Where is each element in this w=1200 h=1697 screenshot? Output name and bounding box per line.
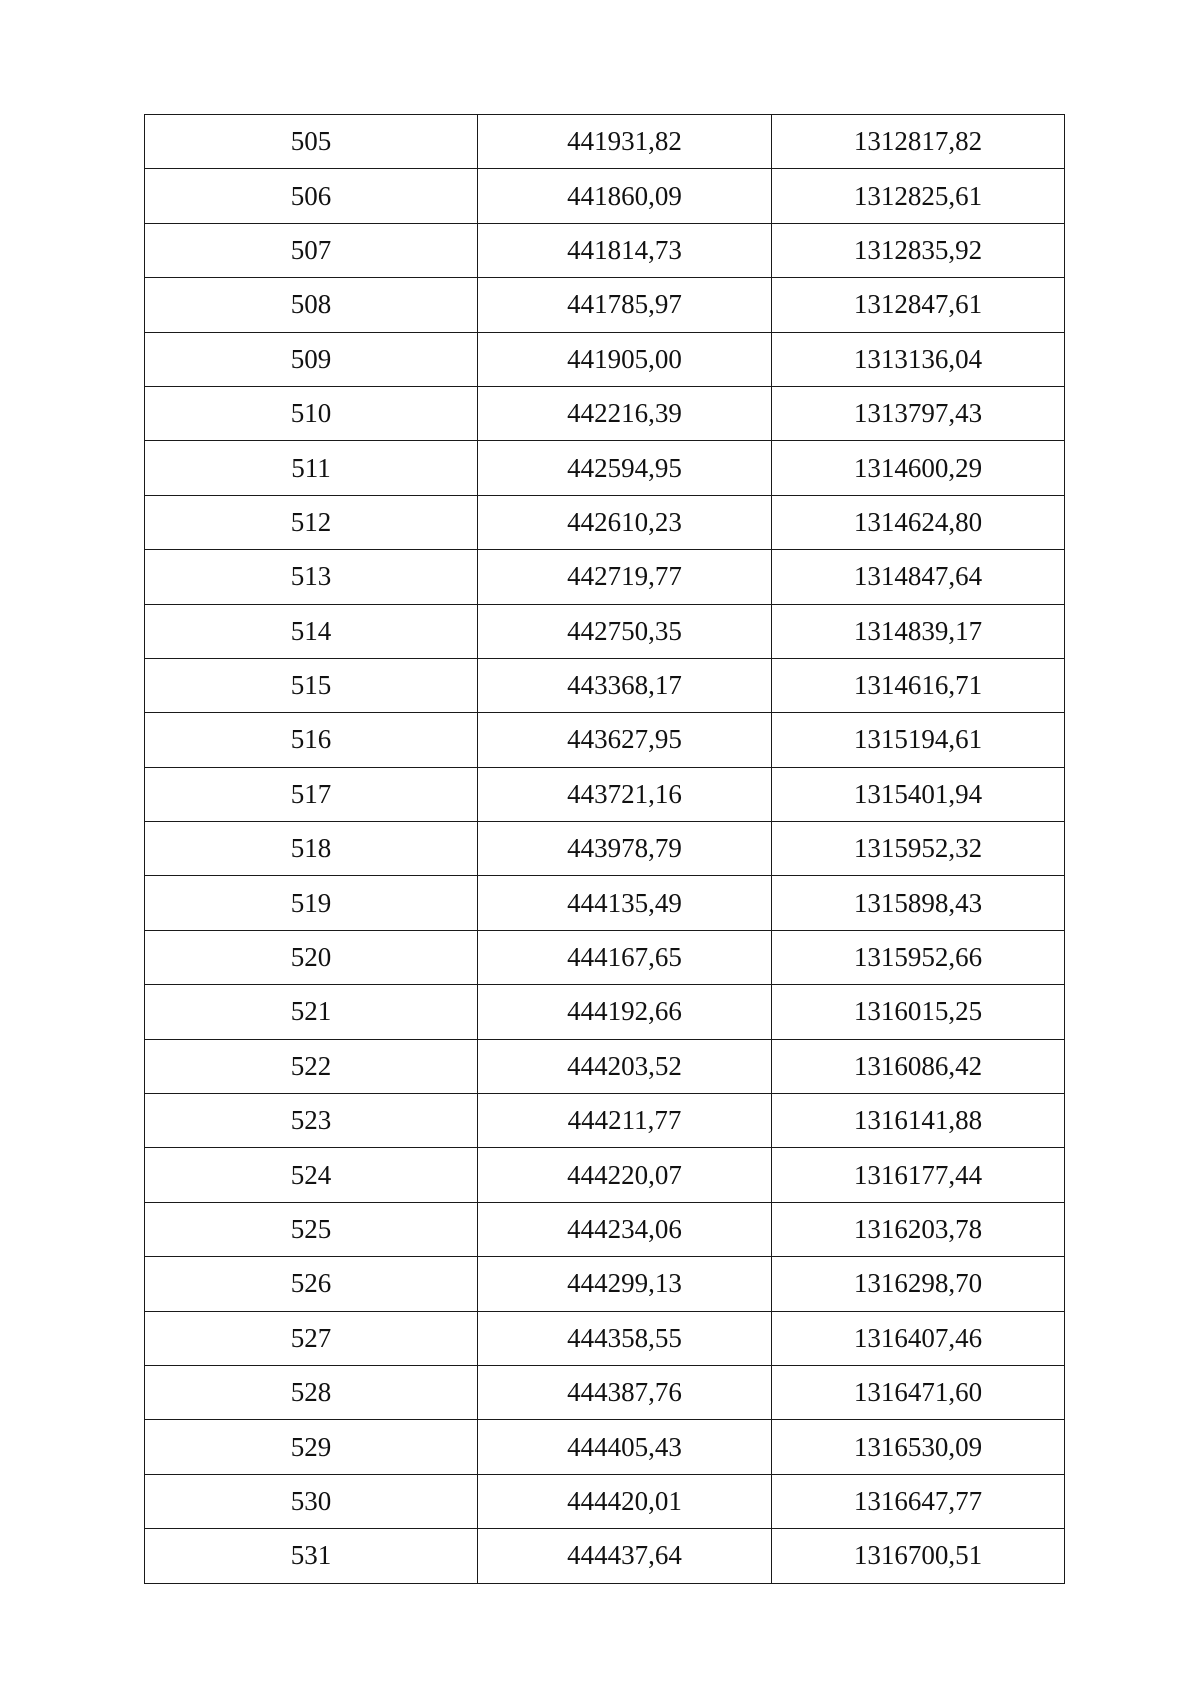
point-number-cell: 526 (145, 1257, 478, 1311)
x-coordinate-cell: 443721,16 (478, 767, 772, 821)
y-coordinate-cell: 1316530,09 (772, 1420, 1065, 1474)
y-coordinate-cell: 1316471,60 (772, 1365, 1065, 1419)
x-coordinate-cell: 442594,95 (478, 441, 772, 495)
y-coordinate-cell: 1315401,94 (772, 767, 1065, 821)
x-coordinate-cell: 441814,73 (478, 223, 772, 277)
x-coordinate-cell: 444437,64 (478, 1529, 772, 1583)
point-number-cell: 507 (145, 223, 478, 277)
y-coordinate-cell: 1315952,66 (772, 930, 1065, 984)
y-coordinate-cell: 1314600,29 (772, 441, 1065, 495)
y-coordinate-cell: 1315898,43 (772, 876, 1065, 930)
coordinates-table-body (145, 115, 1065, 1584)
point-number-cell: 508 (145, 278, 478, 332)
coordinates-table (144, 114, 1065, 1584)
table-row (145, 876, 1065, 930)
y-coordinate-cell: 1316298,70 (772, 1257, 1065, 1311)
table-row (145, 985, 1065, 1039)
x-coordinate-cell: 444420,01 (478, 1474, 772, 1528)
table-row (145, 767, 1065, 821)
table-row (145, 495, 1065, 549)
point-number-cell: 527 (145, 1311, 478, 1365)
table-row (145, 223, 1065, 277)
x-coordinate-cell: 444203,52 (478, 1039, 772, 1093)
y-coordinate-cell: 1315194,61 (772, 713, 1065, 767)
table-row (145, 1311, 1065, 1365)
y-coordinate-cell: 1312825,61 (772, 169, 1065, 223)
table-row (145, 1474, 1065, 1528)
x-coordinate-cell: 444167,65 (478, 930, 772, 984)
x-coordinate-cell: 444220,07 (478, 1148, 772, 1202)
y-coordinate-cell: 1316407,46 (772, 1311, 1065, 1365)
x-coordinate-cell: 442750,35 (478, 604, 772, 658)
table-row (145, 550, 1065, 604)
y-coordinate-cell: 1315952,32 (772, 822, 1065, 876)
y-coordinate-cell: 1316141,88 (772, 1094, 1065, 1148)
y-coordinate-cell: 1316177,44 (772, 1148, 1065, 1202)
y-coordinate-cell: 1314616,71 (772, 658, 1065, 712)
point-number-cell: 530 (145, 1474, 478, 1528)
x-coordinate-cell: 444192,66 (478, 985, 772, 1039)
table-row (145, 1365, 1065, 1419)
point-number-cell: 522 (145, 1039, 478, 1093)
point-number-cell: 506 (145, 169, 478, 223)
y-coordinate-cell: 1313797,43 (772, 386, 1065, 440)
point-number-cell: 513 (145, 550, 478, 604)
y-coordinate-cell: 1316700,51 (772, 1529, 1065, 1583)
table-row (145, 822, 1065, 876)
x-coordinate-cell: 442610,23 (478, 495, 772, 549)
y-coordinate-cell: 1312847,61 (772, 278, 1065, 332)
x-coordinate-cell: 443978,79 (478, 822, 772, 876)
table-row (145, 169, 1065, 223)
point-number-cell: 521 (145, 985, 478, 1039)
table-row (145, 441, 1065, 495)
point-number-cell: 505 (145, 115, 478, 169)
table-row (145, 658, 1065, 712)
point-number-cell: 510 (145, 386, 478, 440)
x-coordinate-cell: 444358,55 (478, 1311, 772, 1365)
y-coordinate-cell: 1312817,82 (772, 115, 1065, 169)
x-coordinate-cell: 443368,17 (478, 658, 772, 712)
table-row (145, 1039, 1065, 1093)
table-row (145, 1148, 1065, 1202)
table-row (145, 930, 1065, 984)
table-row (145, 1257, 1065, 1311)
point-number-cell: 517 (145, 767, 478, 821)
point-number-cell: 523 (145, 1094, 478, 1148)
x-coordinate-cell: 444211,77 (478, 1094, 772, 1148)
x-coordinate-cell: 441905,00 (478, 332, 772, 386)
x-coordinate-cell: 444234,06 (478, 1202, 772, 1256)
point-number-cell: 512 (145, 495, 478, 549)
point-number-cell: 520 (145, 930, 478, 984)
point-number-cell: 525 (145, 1202, 478, 1256)
y-coordinate-cell: 1313136,04 (772, 332, 1065, 386)
table-row (145, 386, 1065, 440)
table-row (145, 1529, 1065, 1583)
y-coordinate-cell: 1312835,92 (772, 223, 1065, 277)
x-coordinate-cell: 441860,09 (478, 169, 772, 223)
x-coordinate-cell: 444299,13 (478, 1257, 772, 1311)
x-coordinate-cell: 441785,97 (478, 278, 772, 332)
table-row (145, 278, 1065, 332)
y-coordinate-cell: 1316203,78 (772, 1202, 1065, 1256)
point-number-cell: 515 (145, 658, 478, 712)
point-number-cell: 528 (145, 1365, 478, 1419)
x-coordinate-cell: 444405,43 (478, 1420, 772, 1474)
table-row (145, 604, 1065, 658)
x-coordinate-cell: 442719,77 (478, 550, 772, 604)
point-number-cell: 531 (145, 1529, 478, 1583)
y-coordinate-cell: 1316086,42 (772, 1039, 1065, 1093)
y-coordinate-cell: 1316015,25 (772, 985, 1065, 1039)
point-number-cell: 509 (145, 332, 478, 386)
y-coordinate-cell: 1314624,80 (772, 495, 1065, 549)
table-row (145, 115, 1065, 169)
table-row (145, 713, 1065, 767)
y-coordinate-cell: 1314839,17 (772, 604, 1065, 658)
table-row (145, 1094, 1065, 1148)
x-coordinate-cell: 442216,39 (478, 386, 772, 440)
point-number-cell: 524 (145, 1148, 478, 1202)
x-coordinate-cell: 444387,76 (478, 1365, 772, 1419)
y-coordinate-cell: 1316647,77 (772, 1474, 1065, 1528)
x-coordinate-cell: 444135,49 (478, 876, 772, 930)
point-number-cell: 529 (145, 1420, 478, 1474)
x-coordinate-cell: 441931,82 (478, 115, 772, 169)
point-number-cell: 514 (145, 604, 478, 658)
point-number-cell: 519 (145, 876, 478, 930)
table-row (145, 1202, 1065, 1256)
table-row (145, 332, 1065, 386)
x-coordinate-cell: 443627,95 (478, 713, 772, 767)
point-number-cell: 516 (145, 713, 478, 767)
y-coordinate-cell: 1314847,64 (772, 550, 1065, 604)
point-number-cell: 511 (145, 441, 478, 495)
table-row (145, 1420, 1065, 1474)
point-number-cell: 518 (145, 822, 478, 876)
